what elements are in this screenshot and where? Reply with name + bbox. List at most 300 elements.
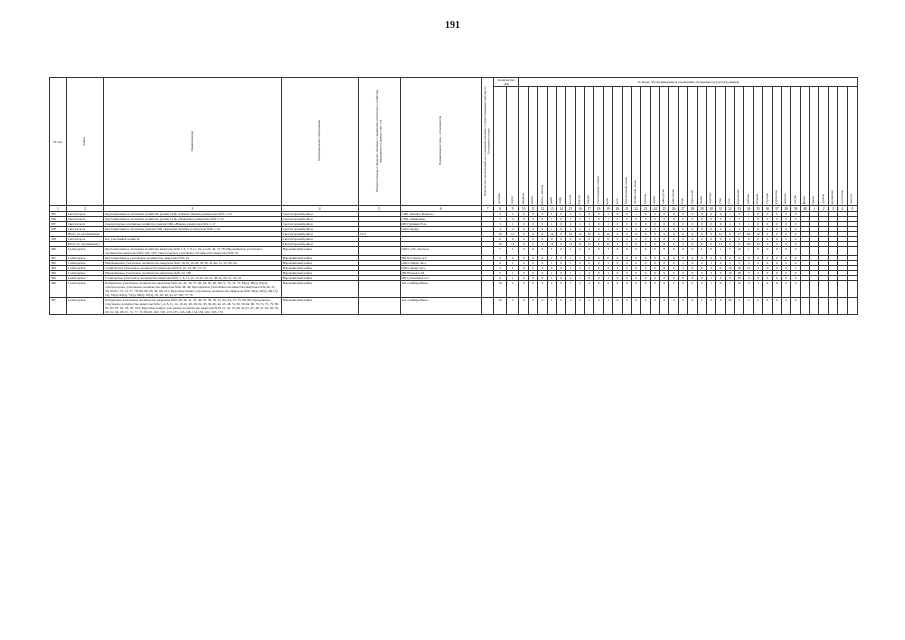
column-number: 17	[585, 206, 594, 212]
row-value: 2	[575, 261, 584, 266]
row-value: 0	[566, 237, 575, 242]
row-value: 0	[556, 298, 565, 315]
column-number: 31	[716, 206, 725, 212]
header-species-19	[697, 87, 706, 206]
column-number: 15	[566, 206, 575, 212]
row-user: ООО «Медв Лес»	[400, 261, 481, 266]
row-name: Светлогорское охотничье хозяйство (земли СПК «Надеж») кварталы №№ 1-17	[104, 222, 281, 227]
row-value: 0	[585, 266, 594, 271]
row-municipality: Светлогорский район	[281, 237, 358, 242]
row-value: 4	[506, 256, 519, 261]
row-value: 0	[716, 261, 725, 266]
row-empty-cell	[819, 298, 828, 315]
row-value: 1	[725, 212, 734, 217]
row-value: 0	[706, 217, 715, 222]
row-value: 0	[716, 281, 725, 298]
header-species-26	[763, 87, 772, 206]
row-value: 0	[519, 276, 528, 281]
row-value: 0	[716, 271, 725, 276]
row-value: 0	[772, 276, 781, 281]
row-value: 0	[678, 242, 687, 247]
row-value: 0	[519, 298, 528, 315]
row-value: 3	[575, 266, 584, 271]
page-number: 191	[445, 20, 460, 31]
row-value: 20	[725, 298, 734, 315]
row-user: СПК «Маяковка»	[400, 217, 481, 222]
header-no-label: № п/п	[53, 139, 63, 144]
header-species-24	[744, 87, 753, 206]
row-value: 0	[613, 261, 622, 266]
row-value: 0	[669, 232, 678, 237]
row-value: 0	[519, 266, 528, 271]
row-value: 0	[781, 266, 790, 271]
header-species-20	[706, 87, 715, 206]
header-species-2	[538, 87, 547, 206]
row-value: 0	[716, 276, 725, 281]
row-value: 0	[753, 237, 762, 242]
row-value: 0	[753, 247, 762, 256]
row-value: 0	[660, 227, 669, 232]
row-value: 0	[519, 222, 528, 227]
row-value: 0	[772, 256, 781, 261]
row-municipality: Наровлянский район	[281, 271, 358, 276]
row-value: 1	[716, 247, 725, 256]
row-value: 0	[791, 212, 800, 217]
header-species-13-label: куница	[642, 194, 647, 204]
row-value: 2	[575, 281, 584, 298]
row-value: 1	[744, 227, 753, 232]
header-species-16	[669, 87, 678, 206]
row-value: 7	[725, 281, 734, 298]
row-value: 1	[585, 227, 594, 232]
main-table	[49, 77, 858, 315]
row-value: 0	[613, 247, 622, 256]
row-name: Крутомысленное охотничье хозяйство (земли СПК «Память Ильича») кварталы №№ 1-23	[104, 212, 281, 217]
row-user: ООО «УК «Лесхоз»	[400, 247, 481, 256]
row-value: 0	[528, 298, 537, 315]
row-district: Солигорское	[66, 298, 104, 315]
header-name	[104, 78, 281, 206]
row-value: 0	[650, 271, 659, 276]
row-value: 0	[660, 271, 669, 276]
row-value: 0	[781, 298, 790, 315]
row-value: 0	[781, 212, 790, 217]
column-number: 30	[706, 206, 715, 212]
header-species-21	[716, 87, 725, 206]
row-value: 1	[575, 276, 584, 281]
row-no: 356	[50, 217, 67, 222]
row-value: 0	[763, 212, 772, 217]
row-value: 0	[772, 247, 781, 256]
column-number: 5	[847, 206, 857, 212]
header-name-label: Наименование	[189, 130, 194, 152]
row-value: 0	[641, 242, 650, 247]
row-value: 0	[781, 247, 790, 256]
header-species-20-label: ондатра	[708, 192, 713, 204]
row-user: ИП Грушина Н.А.	[400, 222, 481, 227]
row-value: 1	[603, 271, 612, 276]
row-value: 1	[603, 298, 612, 315]
row-value: 0	[669, 281, 678, 298]
row-value: 3	[494, 222, 507, 227]
row-value: 0	[641, 256, 650, 261]
row-value: 0	[791, 237, 800, 242]
row-value: 5	[494, 217, 507, 222]
row-value: 0	[772, 212, 781, 217]
row-value: 0	[650, 222, 659, 227]
header-species-4-label: бобр	[558, 197, 563, 204]
row-value: 0	[781, 281, 790, 298]
column-number: 14	[556, 206, 565, 212]
row-value: 0	[678, 212, 687, 217]
row-value: 0	[506, 237, 519, 242]
row-value: 10	[735, 247, 744, 256]
header-species-28	[781, 87, 790, 206]
row-value: 11	[506, 242, 519, 247]
row-value: 18	[494, 242, 507, 247]
row-value: 0	[519, 256, 528, 261]
header-species-17	[678, 87, 687, 206]
row-value: 0	[772, 217, 781, 222]
row-value: 0	[753, 261, 762, 266]
header-species-16-label: заяц-беляк	[670, 188, 675, 204]
column-number: 1	[50, 206, 67, 212]
row-value: 1	[791, 266, 800, 271]
header-species-0	[519, 87, 528, 206]
row-value: 1	[566, 271, 575, 276]
row-value: 2	[744, 298, 753, 315]
header-species-3	[547, 87, 556, 206]
header-species-9	[603, 87, 612, 206]
row-value: 0	[688, 266, 697, 271]
header-group-catch	[494, 78, 519, 87]
row-value: 0	[585, 212, 594, 217]
column-number: 3	[828, 206, 837, 212]
row-col7	[481, 247, 494, 256]
row-district: Всего по охотничьему:	[66, 242, 104, 247]
row-name: Солигорское участковое лесничество кварталы №№ 7, 8, 11-13, 15-22, 26-31, 38-42, 50, 51, 52, 61	[104, 276, 281, 281]
row-value: 0	[716, 298, 725, 315]
row-value: 0	[725, 232, 734, 237]
row-value: 0	[613, 256, 622, 261]
row-value: 10	[494, 281, 507, 298]
header-species-7	[585, 87, 594, 206]
row-value: 1	[566, 281, 575, 298]
row-value: 0	[613, 271, 622, 276]
row-value: 0	[678, 256, 687, 261]
column-number: 29	[697, 206, 706, 212]
row-value: 0	[753, 212, 762, 217]
row-value: 0	[556, 256, 565, 261]
row-value: 12	[603, 242, 612, 247]
row-value: 0	[650, 276, 659, 281]
row-district: Солигорское	[66, 266, 104, 271]
row-name: Кобринское участковое лесничество кварталы №№ 44, 45, 36, 57, 60, 63, 65, 66, 69-71, 73, 74, 75, 83(ч), 89(ч), 93(ч); Светлогорское участковое лесничество кварталы №№ 48, 49; Ортодоксное участковое лесничество кварталы №№ 48, 47, 58, 65-67, 73, 74, 77, 78, 86, 89, 90, 92, 96, 101; Крутомысленное участковое лесничество кварталы №№ 20(ч)-30(ч), 46(1,5)(ч), 53(ч), 64(ч), 75(ч), 80(ч), 81(ч), 35, 36, 60, 61, 67, 68, 73, 76	[104, 281, 281, 298]
header-species-title-label: Те виды, обеспечиваемые в отношении охотничьих ресурсов (единиц)	[637, 80, 739, 84]
column-number: 27	[678, 206, 687, 212]
row-value: 0	[669, 276, 678, 281]
row-name: Крутомысленное охотничье (земли СПК «Красный Октябрь») кварталы №№ 1-18	[104, 227, 281, 232]
row-value: 1	[603, 227, 612, 232]
row-value: 0	[528, 242, 537, 247]
column-number: 16	[575, 206, 584, 212]
header-district-label: Район	[82, 136, 87, 146]
row-value: 1	[547, 276, 556, 281]
row-value: 0	[594, 261, 603, 266]
row-value: 0	[622, 261, 631, 266]
column-number: 24	[650, 206, 659, 212]
row-col7	[481, 298, 494, 315]
row-value: 0	[706, 237, 715, 242]
row-value: 0	[622, 222, 631, 227]
row-value: 5	[725, 261, 734, 266]
row-value: 0	[697, 222, 706, 227]
row-value: 5	[735, 298, 744, 315]
row-value: 0	[538, 261, 547, 266]
row-value: 0	[688, 276, 697, 281]
row-no: 365	[50, 276, 67, 281]
row-value: 2	[585, 281, 594, 298]
column-number: 20	[613, 206, 622, 212]
column-number: 4	[281, 206, 358, 212]
column-number: 10	[519, 206, 528, 212]
row-value: 0	[631, 261, 640, 266]
row-value: 0	[753, 227, 762, 232]
row-value: 1	[547, 217, 556, 222]
row-value: 5	[735, 217, 744, 222]
row-value: 0	[650, 261, 659, 266]
row-value: 0	[706, 256, 715, 261]
row-value: 0	[528, 261, 537, 266]
row-name: Наровлянское участковое лесничество кварталы №№ 72, 100	[104, 271, 281, 276]
header-col7-label: Количество организаций, на основании которых, осуществляющих работы по Охотничьи угодья	[483, 86, 491, 196]
row-value: 60	[744, 232, 753, 237]
row-value: 0	[594, 237, 603, 242]
row-value: 1	[585, 217, 594, 222]
row-value: 0	[613, 298, 622, 315]
row-value: 0	[669, 212, 678, 217]
row-value: 0	[631, 266, 640, 271]
column-number: 39	[791, 206, 800, 212]
column-number: 32	[725, 206, 734, 212]
header-species-title	[519, 78, 858, 87]
row-value: 2	[575, 217, 584, 222]
row-value: 0	[688, 298, 697, 315]
row-value: 0	[538, 222, 547, 227]
row-value: 0	[594, 271, 603, 276]
row-value: 0	[594, 247, 603, 256]
row-value: 0	[641, 237, 650, 242]
header-species-15	[660, 87, 669, 206]
header-species-12	[631, 87, 640, 206]
row-value: 2	[763, 232, 772, 237]
row-value: 2	[753, 266, 762, 271]
row-value: 0	[725, 237, 734, 242]
row-district: Светлогорск	[66, 212, 104, 217]
row-value: 0	[697, 237, 706, 242]
row-value: 2	[575, 212, 584, 217]
row-value: 1	[566, 247, 575, 256]
row-value: 12	[753, 242, 762, 247]
row-user: СПК «Память Ильича»	[400, 212, 481, 217]
row-value: 0	[650, 227, 659, 232]
row-value: 0	[575, 237, 584, 242]
row-value: 0	[688, 237, 697, 242]
header-species-33	[828, 87, 837, 206]
row-area	[358, 281, 400, 298]
row-value: 1	[566, 222, 575, 227]
header-species-10-label: лось	[614, 197, 619, 204]
row-value: 17	[735, 242, 744, 247]
row-value: 0	[688, 222, 697, 227]
row-value: 12	[575, 232, 584, 237]
row-value: 0	[519, 217, 528, 222]
row-value: 1	[744, 217, 753, 222]
row-value: 0	[631, 217, 640, 222]
row-value: 0	[697, 261, 706, 266]
row-value: 0	[650, 256, 659, 261]
row-value: 0	[791, 271, 800, 276]
row-value: 0	[622, 212, 631, 217]
header-col7	[481, 78, 494, 206]
row-value: 0	[791, 242, 800, 247]
row-value: 5	[735, 261, 744, 266]
row-value: 1	[506, 222, 519, 227]
row-value: 0	[613, 217, 622, 222]
row-name: Наровлянское участковое лесничество кварталы №№ 16-19, 16-28, 30-38, 41-46, 51, 52, 60, 64	[104, 261, 281, 266]
row-no: 366	[50, 281, 67, 298]
header-species-27	[772, 87, 781, 206]
row-value: 0	[641, 271, 650, 276]
row-value: 0	[519, 261, 528, 266]
row-value: 0	[688, 271, 697, 276]
row-value: 0	[538, 256, 547, 261]
row-value: 0	[641, 222, 650, 227]
row-value: 0	[585, 276, 594, 281]
header-species-2-label: пятна, лисица	[539, 184, 544, 204]
header-species-19-label: белка	[698, 196, 703, 204]
row-value: 0	[763, 266, 772, 271]
row-value: 4	[506, 217, 519, 222]
row-value: 0	[613, 237, 622, 242]
row-value: 2	[575, 227, 584, 232]
row-value: 1	[706, 281, 715, 298]
row-value: 0	[538, 232, 547, 237]
row-value: 0	[519, 281, 528, 298]
row-value: 0	[716, 237, 725, 242]
table-row	[50, 298, 858, 315]
row-municipality: Светлогорский район	[281, 242, 358, 247]
row-value: 12	[547, 242, 556, 247]
row-value: 2	[506, 281, 519, 298]
header-people-label: человек	[497, 192, 502, 204]
row-value: 0	[669, 222, 678, 227]
row-value: 0	[678, 222, 687, 227]
row-municipality: Наровлянский район	[281, 266, 358, 271]
row-value: 1	[506, 247, 519, 256]
row-value: 0	[716, 266, 725, 271]
row-value: 0	[631, 271, 640, 276]
row-value: 1	[566, 261, 575, 266]
column-number: 33	[735, 206, 744, 212]
header-species-8	[594, 87, 603, 206]
header-species-34-label: пастушок	[839, 190, 844, 204]
row-value: 1	[506, 212, 519, 217]
row-value: 2	[585, 247, 594, 256]
row-value: 0	[641, 217, 650, 222]
row-value: 0	[528, 247, 537, 256]
row-value: 0	[697, 276, 706, 281]
hunting-grounds-table	[49, 77, 858, 315]
row-value: 0	[631, 227, 640, 232]
row-empty-cell	[847, 247, 857, 256]
row-value: 1	[547, 298, 556, 315]
row-value: 0	[772, 266, 781, 271]
row-value: 0	[678, 276, 687, 281]
column-number: 19	[603, 206, 612, 212]
row-value: 0	[556, 242, 565, 247]
header-species-34	[838, 87, 847, 206]
row-value: 0	[781, 256, 790, 261]
row-value: 12	[566, 242, 575, 247]
row-no: 355	[50, 212, 67, 217]
row-value: 0	[791, 298, 800, 315]
row-value: 0	[744, 256, 753, 261]
row-value: 3	[744, 281, 753, 298]
row-value: 0	[660, 212, 669, 217]
row-value: 0	[735, 237, 744, 242]
header-species-31	[810, 87, 819, 206]
row-value: 2	[506, 298, 519, 315]
row-value: 1	[753, 281, 762, 298]
row-value: 0	[678, 217, 687, 222]
row-value: 0	[697, 266, 706, 271]
column-number: 36	[763, 206, 772, 212]
row-value: 0	[528, 266, 537, 271]
row-value: 0	[594, 222, 603, 227]
row-value: 0	[763, 227, 772, 232]
column-number: 18	[594, 206, 603, 212]
row-value: 0	[631, 276, 640, 281]
row-value: 1	[506, 271, 519, 276]
row-value: 12	[603, 232, 612, 237]
row-value: 2	[566, 276, 575, 281]
row-municipality: Наровлянский район	[281, 247, 358, 256]
row-value: 0	[594, 298, 603, 315]
row-value: 0	[688, 247, 697, 256]
row-value: 0	[519, 271, 528, 276]
row-col7	[481, 281, 494, 298]
row-value: 2	[566, 298, 575, 315]
row-value: 12	[575, 242, 584, 247]
row-empty-cell	[838, 298, 847, 315]
row-value: 0	[631, 281, 640, 298]
row-value: 0	[556, 271, 565, 276]
row-value: 0	[622, 266, 631, 271]
header-species-6	[575, 87, 584, 206]
row-value: 0	[556, 222, 565, 227]
row-value: 1	[506, 266, 519, 271]
row-district: Солигорское	[66, 256, 104, 261]
column-number: 38	[781, 206, 790, 212]
row-value: 0	[781, 232, 790, 237]
row-value: 3	[494, 266, 507, 271]
row-value: 18	[494, 232, 507, 237]
row-no: 357	[50, 222, 67, 227]
row-no: 364	[50, 271, 67, 276]
header-species-23-label: вальдшнеп	[736, 188, 741, 204]
row-value: 0	[678, 237, 687, 242]
